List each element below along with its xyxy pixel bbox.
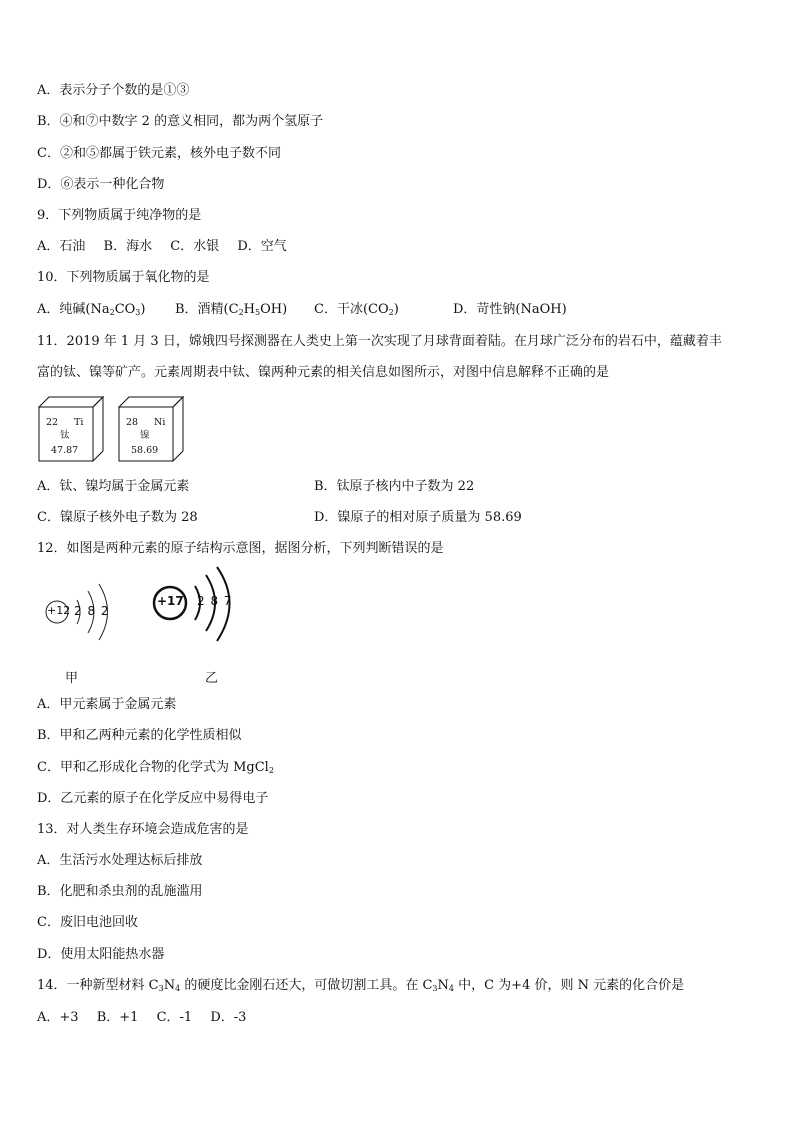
q8-option-a: A．表示分子个数的是①③	[37, 83, 190, 98]
atom-yi-diagram	[150, 566, 250, 648]
q13-option-b: B．化肥和杀虫剂的乱施滥用	[37, 884, 203, 899]
q10-option-a: A．纯碱$(Na_2CO_3)$	[37, 302, 146, 317]
q14-option-b: B．+1	[96, 1010, 139, 1025]
nickel-element-card	[118, 396, 184, 462]
jia-label: 甲	[65, 671, 79, 686]
ti-name: 钛	[60, 430, 70, 441]
q9-option-b: B．海水	[103, 239, 153, 254]
yi-label: 乙	[205, 671, 219, 686]
q9-option-c: C．水银	[170, 239, 220, 254]
q13-option-d: D．使用太阳能热水器	[37, 947, 165, 962]
ti-atomic-number: 22	[46, 417, 59, 428]
q13-option-a: A．生活污水处理达标后排放	[37, 853, 203, 868]
titanium-element-card	[38, 396, 104, 462]
q14-options	[37, 1009, 260, 1027]
q10-stem: 10．下列物质属于氧化物的是	[37, 270, 210, 285]
q14-option-d: D．-3	[210, 1010, 247, 1025]
q11-stem-line2: 富的钛、镍等矿产。元素周期表中钛、镍两种元素的相关信息如图所示，对图中信息解释不正确的是	[37, 365, 610, 380]
q11-option-d: D．镍原子的相对原子质量为 58.69	[314, 510, 522, 525]
jia-electrons: 2 8 2	[74, 604, 109, 618]
q9-option-a: A．石油	[37, 239, 86, 254]
yi-nucleus: +17	[157, 594, 184, 608]
q11-stem-line1: 11．2019 年 1 月 3 日，嫦娥四号探测器在人类史上第一次实现了月球背面着陆。在月球广泛分布的岩石中，蕴藏着丰	[37, 334, 722, 349]
q12-option-d: D．乙元素的原子在化学反应中易得电子	[37, 791, 269, 806]
q14-option-c: C．-1	[156, 1010, 193, 1025]
jia-nucleus: +12	[47, 604, 71, 617]
q10-option-b: B．酒精$(C_2H_5OH)$	[175, 302, 288, 317]
ti-mass: 47.87	[51, 445, 79, 456]
q9-stem: 9．下列物质属于纯净物的是	[37, 208, 202, 223]
q8-option-b: B．④和⑦中数字 2 的意义相同，都为两个氢原子	[37, 114, 324, 129]
q13-stem: 13．对人类生存环境会造成危害的是	[37, 822, 249, 837]
q8-option-d: D．⑥表示一种化合物	[37, 177, 165, 192]
q14-option-a: A．+3	[37, 1010, 79, 1025]
q13-option-c: C．废旧电池回收	[37, 915, 138, 930]
yi-electrons: 2 8 7	[197, 594, 232, 608]
q12-option-b: B．甲和乙两种元素的化学性质相似	[37, 728, 242, 743]
q11-option-c: C．镍原子核外电子数为 28	[37, 510, 198, 525]
ni-atomic-number: 28	[126, 417, 139, 428]
q12-stem: 12．如图是两种元素的原子结构示意图，据图分析，下列判断错误的是	[37, 541, 444, 556]
q11-option-a: A．钛、镍均属于金属元素	[37, 479, 190, 494]
q9-option-d: D．空气	[237, 239, 287, 254]
ni-mass: 58.69	[131, 445, 159, 456]
q12-option-c: C．甲和乙形成化合物的化学式为 MgCl$_2$	[37, 760, 274, 775]
q14-stem: 14．一种新型材料 $C_3N_4$ 的硬度比金刚石还大，可做切割工具。在 $C_3N_4$ 中，C 为+4 价，则 N 元素的化合价是	[37, 978, 685, 993]
q12-option-a: A．甲元素属于金属元素	[37, 697, 177, 712]
q11-option-b: B．钛原子核内中子数为 22	[314, 479, 475, 494]
q8-option-c: C．②和⑤都属于铁元素，核外电子数不同	[37, 146, 281, 161]
ni-name: 镍	[140, 430, 150, 441]
q10-option-c: C．干冰$(CO_2)$	[314, 302, 399, 317]
q9-options	[37, 238, 301, 256]
ni-symbol: Ni	[154, 417, 166, 428]
atom-jia-diagram	[44, 580, 134, 650]
ti-symbol: Ti	[74, 417, 84, 428]
q10-option-d: D．苛性钠(NaOH)	[453, 302, 567, 317]
